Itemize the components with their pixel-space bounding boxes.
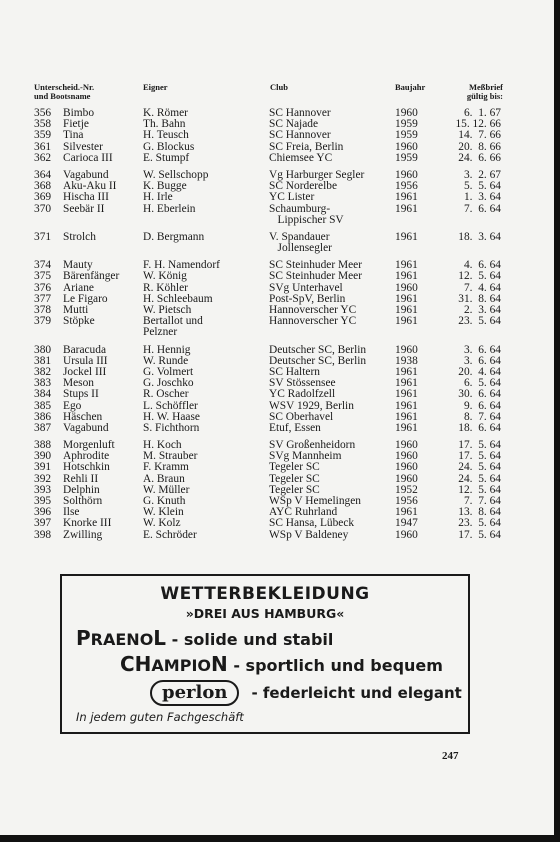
cell-club: SC Oberhavel [269,410,334,423]
table-row [0,215,560,226]
cell-eigner: G. Knuth [143,495,186,507]
cell-eigner: E. Stumpf [143,151,190,164]
cell-nr: 378 [34,304,52,316]
cell-club: Tegeler SC [269,483,320,496]
cell-messbrief: 18. 6. 64 [458,421,501,434]
cell-club: SV Großenheidorn [269,439,356,452]
cell-nr: 391 [34,461,52,474]
cell-club: SC Najade [269,118,319,131]
cell-eigner: H. W. Haase [143,410,200,423]
cell-messbrief: 12. 5. 64 [458,270,501,283]
cell-baujahr: 1960 [395,343,418,356]
cell-baujahr: 1960 [395,281,418,294]
cell-baujahr: 1961 [395,388,418,401]
cell-messbrief: 1. 3. 64 [463,191,501,204]
cell-messbrief: 24. 5. 64 [458,472,501,485]
cell-nr: 387 [34,421,52,434]
cell-eigner: W. Müller [143,483,190,496]
cell-eigner: A. Braun [143,472,185,485]
cell-messbrief: 23. 5. 64 [458,315,501,328]
cell-bootsname: Carioca III [63,151,113,164]
cell-bootsname: Rehli II [63,472,99,485]
cell-eigner: W. Runde [143,354,189,367]
cell-baujahr: 1961 [395,506,418,519]
cell-eigner: K. Bugge [143,180,187,193]
cell-nr: 364 [34,168,52,181]
cell-eigner: L. Schöffler [143,399,198,412]
cell-bootsname: Aphrodite [63,450,110,463]
cell-messbrief: 8. 7. 64 [463,410,501,423]
cell-baujahr: 1960 [395,168,418,181]
cell-bootsname: Delphin [63,483,100,496]
table-row [0,327,560,338]
cell-bootsname: Zwilling [63,528,103,541]
cell-baujahr: 1961 [395,292,418,305]
cell-baujahr: 1961 [395,304,418,316]
cell-eigner: Bertallot und [143,315,203,328]
cell-bootsname: Mutti [63,304,89,316]
champion-text: - sportlich und bequem [227,656,443,675]
ad-line-perlon [150,680,462,706]
table-row [0,530,560,541]
cell-bootsname: Ilse [63,506,80,519]
champion-brand-end: N [211,652,228,676]
cell-club: Hannoverscher YC [269,315,357,328]
cell-bootsname: Solthörn [63,495,103,507]
cell-bootsname: Vagabund [63,421,109,434]
cell-eigner: F. H. Namendorf [143,259,220,272]
cell-club: Deutscher SC, Berlin [269,343,367,356]
cell-eigner: H. Irle [143,191,173,204]
cell-messbrief: 6. 1. 67 [463,107,501,119]
cell-baujahr: 1959 [395,118,418,131]
cell-messbrief: 6. 5. 64 [463,377,501,390]
cell-baujahr: 1960 [395,107,418,119]
ad-footer: In jedem guten Fachgeschäft [76,710,244,724]
cell-bootsname: Hotschkin [63,461,110,474]
cell-bootsname: Knorke III [63,517,112,530]
page-edge-bottom [0,835,560,842]
cell-messbrief: 7. 4. 64 [463,281,501,294]
table-row [0,423,560,434]
cell-eigner: Th. Bahn [143,118,186,131]
cell-eigner: H. Eberlein [143,202,196,215]
cell-baujahr: 1959 [395,151,418,164]
cell-baujahr: 1961 [395,410,418,423]
praenol-text: - solide und stabil [166,630,334,649]
cell-club: Schaumburg- [269,202,331,215]
cell-nr: 361 [34,140,52,153]
cell-nr: 396 [34,506,52,519]
cell-eigner: G. Blockus [143,140,195,153]
cell-messbrief: 15. 12. 66 [455,118,501,131]
cell-club: V. Spandauer [269,230,330,243]
cell-club: AYC Ruhrland [269,506,338,519]
cell-baujahr: 1961 [395,191,418,204]
cell-eigner: R. Oscher [143,388,189,401]
cell-club: Etuf, Essen [269,421,321,434]
cell-club: SC Steinhuder Meer [269,270,363,283]
ad-subtitle: »DREI AUS HAMBURG« [185,606,345,621]
perlon-logo: perlon [150,680,239,706]
cell-bootsname: Baracuda [63,343,107,356]
cell-messbrief: 4. 6. 64 [463,259,501,272]
cell-nr: 385 [34,399,52,412]
table-row [0,316,560,327]
cell-club: SVg Unterhavel [269,281,343,294]
cell-club: WSp V Hemelingen [269,495,361,507]
cell-messbrief: 18. 3. 64 [458,230,501,243]
cell-nr: 356 [34,107,52,119]
cell-baujahr: 1961 [395,202,418,215]
cell-club: WSV 1929, Berlin [269,399,354,412]
cell-baujahr: 1961 [395,315,418,328]
praenol-initial: P [76,626,91,650]
cell-eigner: K. Römer [143,107,188,119]
cell-nr: 359 [34,129,52,142]
cell-baujahr: 1952 [395,483,418,496]
cell-baujahr: 1960 [395,528,418,541]
cell-bootsname: Aku-Aku II [63,180,117,193]
cell-messbrief: 12. 5. 64 [458,483,501,496]
cell-baujahr: 1956 [395,180,418,193]
cell-eigner: H. Teusch [143,129,189,142]
cell-messbrief: 13. 8. 64 [458,506,501,519]
cell-club: SV Stössensee [269,377,336,390]
header-baujahr: Baujahr [395,82,426,92]
cell-messbrief: 2. 3. 64 [463,304,501,316]
cell-messbrief: 7. 7. 64 [463,495,501,507]
cell-bootsname: Bärenfänger [63,270,120,283]
cell-eigner: F. Kramm [143,461,189,474]
praenol-brand-end: L [153,626,167,650]
cell-eigner: E. Schröder [143,528,197,541]
cell-baujahr: 1947 [395,517,418,530]
cell-nr: 371 [34,230,52,243]
cell-bootsname: Strolch [63,230,96,243]
page-number: 247 [442,750,459,762]
cell-eigner: W. Klein [143,506,184,519]
cell-club: Chiemsee YC [269,151,333,164]
cell-nr: 358 [34,118,52,131]
cell-bootsname: Bimbo [63,107,95,119]
cell-club: SVg Mannheim [269,450,342,463]
cell-nr: 390 [34,450,52,463]
cell-bootsname: Meson [63,377,95,390]
cell-club: YC Lister [269,191,315,204]
cell-messbrief: 24. 5. 64 [458,461,501,474]
perlon-text: - federleicht und elegant [251,684,462,702]
cell-nr: 369 [34,191,52,204]
champion-initial: CH [120,652,152,676]
cell-messbrief: 17. 5. 64 [458,439,501,452]
table-row [0,153,560,164]
cell-baujahr: 1960 [395,450,418,463]
cell-nr: 370 [34,202,52,215]
cell-eigner: G. Joschko [143,377,194,390]
table-row [0,204,560,215]
cell-bootsname: Häschen [63,410,103,423]
cell-club: SC Freia, Berlin [269,140,344,153]
table-row [0,462,560,473]
cell-club: SC Hannover [269,107,331,119]
cell-messbrief: 3. 6. 64 [463,354,501,367]
header-messbrief: Meßbrief gültig bis: [466,82,503,101]
cell-nr: 381 [34,354,52,367]
cell-nr: 376 [34,281,52,294]
cell-messbrief: 17. 5. 64 [458,450,501,463]
cell-eigner: M. Strauber [143,450,198,463]
cell-club: Tegeler SC [269,461,320,474]
table-row [0,192,560,203]
cell-eigner: W. Kolz [143,517,181,530]
cell-nr: 392 [34,472,52,485]
champion-brand: AMPIO [151,656,212,675]
cell-baujahr: 1961 [395,399,418,412]
cell-bootsname: Tina [63,129,84,142]
cell-bootsname: Jockel III [63,365,107,378]
cell-eigner: W. Sellschopp [143,168,209,181]
cell-eigner: H. Schleebaum [143,292,213,305]
cell-baujahr: 1961 [395,377,418,390]
cell-nr: 388 [34,439,52,452]
cell-bootsname: Ariane [63,281,94,294]
cell-club: Lippischer SV [269,213,344,226]
cell-baujahr: 1956 [395,495,418,507]
cell-messbrief: 24. 6. 66 [458,151,501,164]
header-club: Club [270,82,288,92]
table-row [0,389,560,400]
cell-bootsname: Vagabund [63,168,109,181]
boat-register-table [0,108,560,541]
cell-nr: 383 [34,377,52,390]
cell-nr: 382 [34,365,52,378]
ad-line-praenol [76,626,333,650]
cell-club: Hannoverscher YC [269,304,357,316]
cell-club: Deutscher SC, Berlin [269,354,367,367]
cell-club: SC Hannover [269,129,331,142]
cell-bootsname: Ursula III [63,354,108,367]
cell-messbrief: 20. 8. 66 [458,140,501,153]
cell-club: SC Haltern [269,365,320,378]
cell-nr: 380 [34,343,52,356]
cell-nr: 397 [34,517,52,530]
cell-eigner: S. Fichthorn [143,421,200,434]
cell-nr: 375 [34,270,52,283]
cell-nr: 395 [34,495,52,507]
cell-baujahr: 1961 [395,365,418,378]
table-row [0,518,560,529]
cell-bootsname: Morgenluft [63,439,115,452]
cell-club: WSp V Baldeney [269,528,349,541]
cell-baujahr: 1960 [395,140,418,153]
cell-messbrief: 30. 6. 64 [458,388,501,401]
cell-club: SC Norderelbe [269,180,338,193]
cell-club: Vg Harburger Segler [269,168,365,181]
cell-eigner: H. Koch [143,439,182,452]
cell-club: SC Steinhuder Meer [269,259,363,272]
cell-baujahr: 1961 [395,421,418,434]
advertisement-box [60,574,470,734]
cell-club: Tegeler SC [269,472,320,485]
table-row [0,271,560,282]
cell-eigner: H. Hennig [143,343,191,356]
praenol-brand: RAENO [90,630,154,649]
cell-nr: 384 [34,388,52,401]
cell-eigner: W. König [143,270,187,283]
cell-eigner: Pelzner [143,326,178,339]
cell-bootsname: Ego [63,399,82,412]
cell-eigner: W. Pietsch [143,304,192,316]
cell-messbrief: 23. 5. 64 [458,517,501,530]
cell-messbrief: 20. 4. 64 [458,365,501,378]
cell-club: Jollensegler [269,242,332,255]
cell-nr: 386 [34,410,52,423]
cell-baujahr: 1959 [395,129,418,142]
cell-nr: 379 [34,315,52,328]
header-eigner: Eigner [143,82,168,92]
cell-eigner: G. Volmert [143,365,194,378]
ad-title: WETTERBEKLEIDUNG [160,584,370,604]
header-nr-bootsname: Unterscheid.-Nr. und Bootsname [34,82,95,101]
cell-nr: 368 [34,180,52,193]
cell-baujahr: 1960 [395,439,418,452]
cell-messbrief: 3. 2. 67 [463,168,501,181]
cell-baujahr: 1961 [395,259,418,272]
cell-nr: 398 [34,528,52,541]
cell-messbrief: 31. 8. 64 [458,292,501,305]
cell-bootsname: Stups II [63,388,99,401]
cell-bootsname: Hischa III [63,191,109,204]
cell-eigner: R. Köhler [143,281,188,294]
cell-nr: 393 [34,483,52,496]
cell-messbrief: 17. 5. 64 [458,528,501,541]
cell-bootsname: Fietje [63,118,89,131]
cell-bootsname: Seebär II [63,202,105,215]
cell-bootsname: Stöpke [63,315,95,328]
cell-nr: 362 [34,151,52,164]
cell-messbrief: 14. 7. 66 [458,129,501,142]
table-row [0,243,560,254]
table-row [0,130,560,141]
cell-bootsname: Mauty [63,259,93,272]
cell-baujahr: 1960 [395,472,418,485]
cell-club: SC Hansa, Lübeck [269,517,355,530]
table-row [0,401,560,412]
cell-messbrief: 3. 6. 64 [463,343,501,356]
cell-baujahr: 1960 [395,461,418,474]
cell-baujahr: 1961 [395,230,418,243]
cell-messbrief: 5. 5. 64 [463,180,501,193]
cell-messbrief: 7. 6. 64 [463,202,501,215]
cell-bootsname: Silvester [63,140,103,153]
cell-messbrief: 9. 6. 64 [463,399,501,412]
cell-bootsname: Le Figaro [63,292,108,305]
cell-eigner: D. Bergmann [143,230,205,243]
cell-club: YC Radolfzell [269,388,336,401]
cell-nr: 374 [34,259,52,272]
cell-nr: 377 [34,292,52,305]
ad-line-champion [120,652,443,676]
cell-baujahr: 1938 [395,354,418,367]
cell-baujahr: 1961 [395,270,418,283]
cell-club: Post-SpV, Berlin [269,292,346,305]
